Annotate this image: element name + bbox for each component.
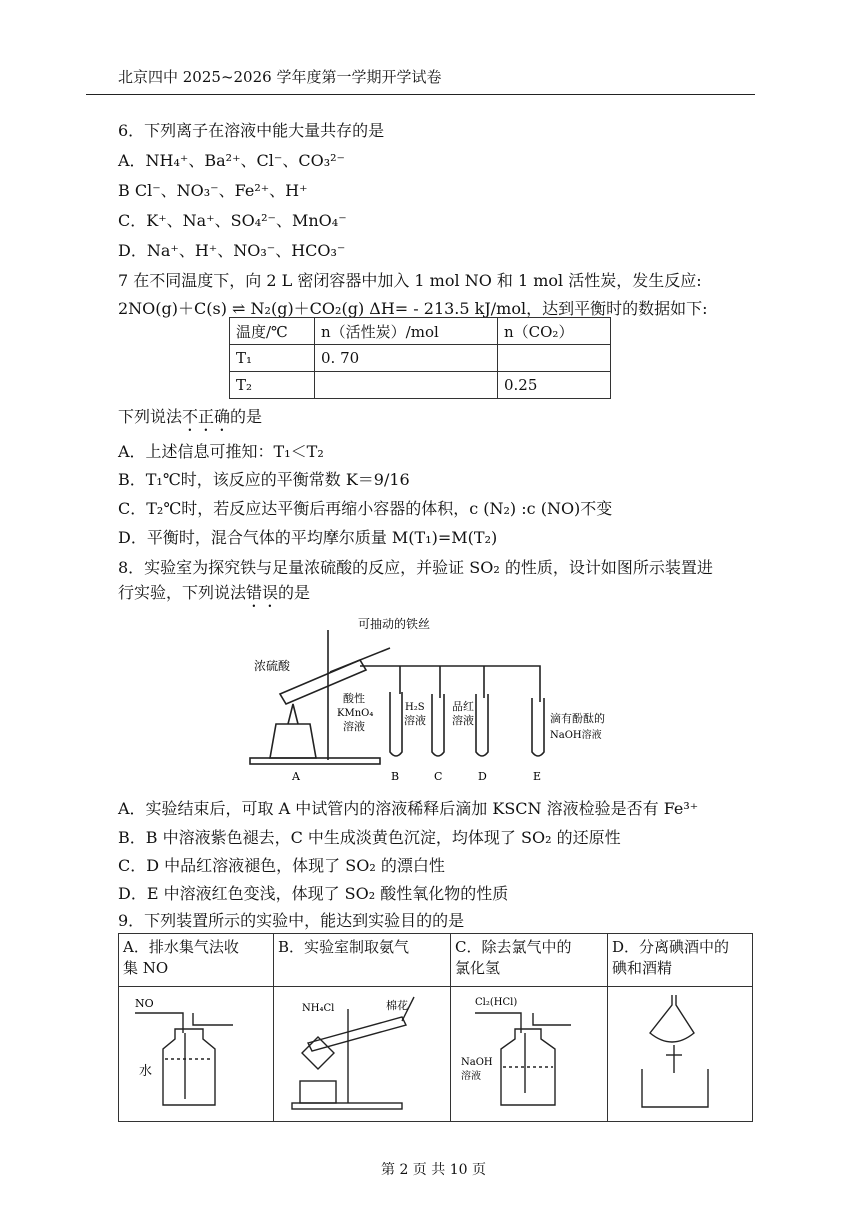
- beaker: [642, 1069, 708, 1107]
- letter-b: B: [391, 770, 400, 783]
- q9-cell-d-title: [608, 934, 753, 987]
- header-divider: [86, 94, 755, 95]
- label-no: NO: [135, 997, 154, 1010]
- label-iron-wire: 可抽动的铁丝: [358, 617, 431, 631]
- table-header-cell: n（CO₂）: [498, 318, 611, 345]
- q6-option-c: C．K⁺、Na⁺、SO₄²⁻、MnO₄⁻: [118, 211, 347, 230]
- flame: [288, 704, 298, 724]
- q7-option-d: D．平衡时，混合气体的平均摩尔质量 M(T₁)=M(T₂): [118, 528, 498, 547]
- table-cell: 0. 70: [315, 345, 498, 372]
- letter-a: A: [292, 770, 300, 783]
- q6-option-b: B Cl⁻、NO₃⁻、Fe²⁺、H⁺: [118, 181, 308, 200]
- q8-stem-2-pre: 行实验，下列说法: [118, 583, 247, 602]
- q9-a-title-2: 集 NO: [123, 959, 169, 977]
- q7-ask-pre: 下列说法: [118, 407, 183, 426]
- gas-tube: [360, 666, 540, 702]
- q6-stem: 6．下列离子在溶液中能大量共存的是: [118, 121, 385, 140]
- q8-option-b: B．B 中溶液紫色褪去，C 中生成淡黄色沉淀，均体现了 SO₂ 的还原性: [118, 828, 621, 847]
- q8-apparatus-figure: [240, 612, 620, 788]
- q9-c-title-2: 氯化氢: [455, 959, 501, 977]
- label-c-1: H₂S: [405, 702, 425, 713]
- table-cell: T₂: [230, 372, 315, 399]
- inlet-tube: [135, 1013, 233, 1033]
- label-solution: 溶液: [461, 1071, 481, 1082]
- test-tube-c: [432, 694, 444, 756]
- q8-stem-1: 8．实验室为探究铁与足量浓硫酸的反应，并验证 SO₂ 的性质，设计如图所示装置进: [118, 558, 713, 577]
- q8-option-d: D．E 中溶液红色变浅，体现了 SO₂ 酸性氧化物的性质: [118, 884, 509, 903]
- q9-cell-d-figure: [608, 987, 753, 1122]
- q7-stem-1: 7 在不同温度下，向 2 L 密闭容器中加入 1 mol NO 和 1 mol 活性炭，发生反应:: [118, 271, 702, 290]
- label-cl2-hcl: Cl₂(HCl): [475, 997, 518, 1008]
- table-row: [119, 987, 753, 1122]
- table-row: [230, 372, 611, 399]
- q7-stem-2: 2NO(g)＋C(s) ⇌ N₂(g)＋CO₂(g) ΔH= - 213.5 kJ/mol，达到平衡时的数据如下:: [118, 299, 708, 318]
- table-cell: T₁: [230, 345, 315, 372]
- label-naoh: NaOH: [461, 1057, 493, 1068]
- ammonia-prep-figure: [278, 989, 446, 1115]
- q9-apparatus-table: [118, 933, 753, 1122]
- q7-ask: [118, 404, 262, 435]
- gas-bottle: [163, 1029, 215, 1105]
- test-tube: [308, 1017, 406, 1051]
- page-footer: 第 2 页 共 10 页: [381, 1162, 486, 1178]
- q9-cell-b-figure: [274, 987, 451, 1122]
- q9-stem: 9．下列装置所示的实验中，能达到实验目的的是: [118, 911, 465, 930]
- test-tube-e: [532, 698, 544, 756]
- q6-option-a: A．NH₄⁺、Ba²⁺、Cl⁻、CO₃²⁻: [118, 151, 345, 170]
- test-tube-b: [390, 692, 402, 756]
- label-d-1: 品红: [452, 700, 474, 713]
- table-cell: [315, 372, 498, 399]
- alcohol-lamp: [270, 724, 316, 758]
- q9-b-title-1: B．实验室制取氨气: [278, 938, 410, 956]
- separatory-funnel-figure: [612, 989, 748, 1115]
- q9-d-title-2: 碘和酒精: [612, 959, 673, 977]
- stand-base: [250, 758, 380, 764]
- q7-option-c: C．T₂℃时，若反应达平衡后再缩小容器的体积，c (N₂) :c (NO)不变: [118, 499, 613, 518]
- table-row: [230, 345, 611, 372]
- table-header-cell: n（活性炭）/mol: [315, 318, 498, 345]
- q9-cell-b-title: [274, 934, 451, 987]
- table-cell: [498, 345, 611, 372]
- q7-data-table: [229, 317, 611, 399]
- table-cell: 0.25: [498, 372, 611, 399]
- q8-option-c: C．D 中品红溶液褪色，体现了 SO₂ 的漂白性: [118, 856, 445, 875]
- q7-ask-post: 的是: [230, 407, 263, 426]
- label-nh4cl: NH₄Cl: [302, 1003, 335, 1014]
- label-e-1: 滴有酚酞的: [550, 712, 605, 725]
- test-tube-d: [476, 694, 488, 756]
- q8-stem-2-post: 的是: [278, 583, 311, 602]
- q8-stem-2: [118, 580, 310, 611]
- letter-d: D: [478, 770, 487, 783]
- label-water: 水: [139, 1064, 153, 1079]
- inlet-tube: [475, 1013, 571, 1033]
- table-header-cell: 温度/℃: [230, 318, 315, 345]
- label-b-3: 溶液: [343, 720, 365, 733]
- alcohol-lamp: [302, 1037, 334, 1069]
- q7-ask-emphasis: 不正确: [182, 407, 231, 426]
- label-d-2: 溶液: [452, 714, 474, 727]
- q8-option-a: A．实验结束后，可取 A 中试管内的溶液稀释后滴加 KSCN 溶液检验是否有 Fe³⁺: [118, 799, 699, 818]
- table-header-row: [230, 318, 611, 345]
- q7-option-b: B．T₁℃时，该反应的平衡常数 K＝9/16: [118, 470, 410, 489]
- q9-cell-a-title: [119, 934, 274, 987]
- washing-bottle-figure: [455, 989, 603, 1115]
- stand-base: [292, 1103, 402, 1109]
- separatory-funnel: [650, 995, 694, 1042]
- q8-stem-2-emphasis: 错误: [246, 583, 279, 602]
- q9-c-title-1: C．除去氯气中的: [455, 938, 572, 956]
- q9-cell-c-figure: [451, 987, 608, 1122]
- letter-c: C: [434, 770, 443, 783]
- label-conc-acid: 浓硫酸: [254, 659, 291, 673]
- letter-e: E: [533, 770, 542, 783]
- block: [300, 1081, 336, 1103]
- exam-header: 北京四中 2025~2026 学年度第一学期开学试卷: [118, 68, 442, 86]
- label-b-2: KMnO₄: [337, 708, 374, 719]
- q9-cell-a-figure: [119, 987, 274, 1122]
- gas-collection-bottle-figure: [123, 989, 269, 1115]
- table-row: [119, 934, 753, 987]
- label-cotton: 棉花: [386, 999, 408, 1012]
- label-c-2: 溶液: [404, 714, 426, 727]
- q7-option-a: A．上述信息可推知：T₁＜T₂: [118, 442, 324, 461]
- q9-cell-c-title: [451, 934, 608, 987]
- q9-a-title-1: A．排水集气法收: [123, 938, 239, 956]
- iron-wire: [330, 648, 390, 672]
- label-b-1: 酸性: [343, 692, 365, 705]
- q6-option-d: D．Na⁺、H⁺、NO₃⁻、HCO₃⁻: [118, 241, 346, 260]
- q9-d-title-1: D．分离碘酒中的: [612, 938, 730, 956]
- label-e-2: NaOH溶液: [550, 730, 602, 741]
